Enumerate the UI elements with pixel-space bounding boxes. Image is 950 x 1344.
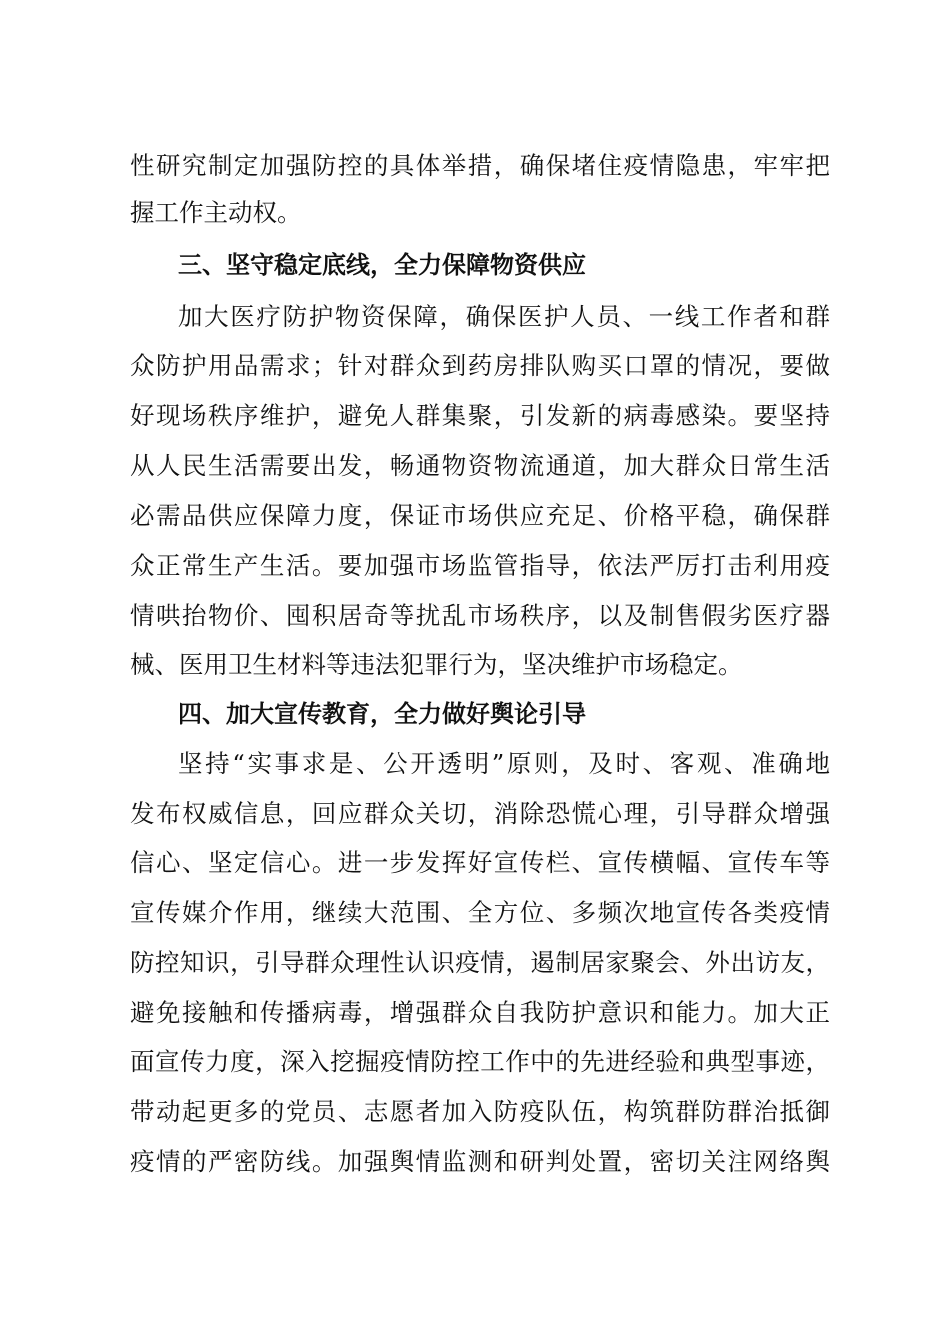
body-text-line: 众正常生产生活。要加强市场监管指导，依法严厉打击利用疫: [130, 551, 830, 580]
section-heading-4: 四、加大宣传教育，全力做好舆论引导: [178, 700, 586, 728]
body-text-line: 避免接触和传播病毒，增强群众自我防护意识和能力。加大正: [130, 998, 830, 1027]
body-text-line: 防控知识，引导群众理性认识疫情，遏制居家聚会、外出访友，: [130, 948, 830, 977]
body-text-line: 发布权威信息，回应群众关切，消除恐慌心理，引导群众增强: [130, 799, 830, 828]
body-text-line: 握工作主动权。: [130, 198, 302, 227]
body-text-line: 性研究制定加强防控的具体举措，确保堵住疫情隐患，牢牢把: [130, 151, 830, 180]
body-text-line: 带动起更多的党员、志愿者加入防疫队伍，构筑群防群治抵御: [130, 1097, 830, 1126]
body-text-line: 械、医用卫生材料等违法犯罪行为，坚决维护市场稳定。: [130, 650, 743, 679]
body-text-line: 情哄抬物价、囤积居奇等扰乱市场秩序，以及制售假劣医疗器: [130, 601, 830, 630]
body-text-line: 面宣传力度，深入挖掘疫情防控工作中的先进经验和典型事迹，: [130, 1047, 830, 1076]
body-text-line: 加大医疗防护物资保障，确保医护人员、一线工作者和群: [178, 302, 830, 331]
body-text-line: 从人民生活需要出发，畅通物资物流通道，加大群众日常生活: [130, 451, 830, 480]
body-text-line: 信心、坚定信心。进一步发挥好宣传栏、宣传横幅、宣传车等: [130, 848, 830, 877]
body-text-line: 必需品供应保障力度，保证市场供应充足、价格平稳，确保群: [130, 501, 830, 530]
body-text-line: 好现场秩序维护，避免人群集聚，引发新的病毒感染。要坚持: [130, 401, 830, 430]
section-heading-3: 三、坚守稳定底线，全力保障物资供应: [178, 251, 586, 279]
body-text-line: 宣传媒介作用，继续大范围、全方位、多频次地宣传各类疫情: [130, 898, 830, 927]
body-text-line: 坚持“实事求是、公开透明”原则，及时、客观、准确地: [178, 749, 830, 778]
body-text-line: 众防护用品需求；针对群众到药房排队购买口罩的情况，要做: [130, 351, 830, 380]
body-text-line: 疫情的严密防线。加强舆情监测和研判处置，密切关注网络舆: [130, 1147, 830, 1176]
